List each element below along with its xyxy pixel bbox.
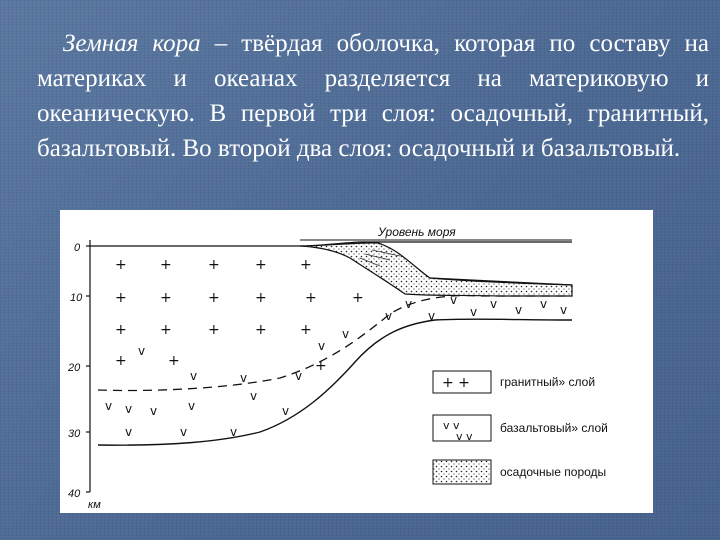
svg-text:+: + (160, 322, 172, 338)
sedimentary-layer (300, 243, 572, 296)
svg-text:v v: v v (456, 430, 473, 443)
depth-tick-10: 10 (70, 292, 83, 304)
svg-text:v: v (250, 389, 258, 403)
svg-text:v: v (560, 303, 568, 317)
svg-text:+: + (300, 257, 312, 273)
svg-text:+: + (160, 290, 172, 306)
depth-tick-40: 40 (68, 488, 81, 500)
svg-text:v: v (428, 309, 436, 323)
svg-text:v: v (230, 425, 238, 439)
legend-granite-symbol: + + (442, 375, 470, 391)
svg-text:v: v (540, 297, 548, 311)
svg-text:v: v (470, 305, 478, 319)
svg-text:+: + (115, 290, 127, 306)
svg-text:+: + (115, 257, 127, 273)
svg-text:v: v (405, 297, 413, 311)
legend-basalt-label: базальтовый» слой (500, 421, 608, 435)
svg-text:v: v (180, 425, 188, 439)
granite-symbols (115, 257, 364, 374)
depth-tick-0: 0 (74, 242, 81, 254)
svg-text:v: v (125, 402, 133, 416)
svg-text:+: + (168, 353, 180, 369)
svg-text:v: v (150, 404, 158, 418)
svg-text:+: + (208, 290, 220, 306)
svg-text:v: v (138, 344, 146, 358)
legend-granite-label: гранитный» слой (500, 375, 596, 389)
svg-text:+: + (208, 322, 220, 338)
slide-paragraph (37, 26, 709, 166)
svg-text:+: + (160, 257, 172, 273)
crust-diagram (60, 210, 653, 513)
svg-text:v: v (515, 303, 523, 317)
svg-text:v: v (490, 297, 498, 311)
svg-text:v: v (190, 369, 198, 383)
svg-text:+: + (315, 358, 327, 374)
legend-basalt-symbol: v v (443, 419, 460, 432)
term-earth-crust: Земная кора (63, 30, 201, 57)
svg-text:v: v (188, 399, 196, 413)
definition-text: – твёрдая оболочка, которая по составу на материках и океанах разделяется на материковую и океаническую. В первой три слоя: осадочный, гранитный, базальтовый. Во второй два слоя: осадочный и базальтовый. (37, 30, 709, 162)
svg-text:+: + (255, 257, 267, 273)
svg-text:v: v (318, 339, 326, 353)
svg-text:v: v (385, 309, 393, 323)
depth-tick-20: 20 (68, 362, 81, 374)
svg-text:v: v (105, 399, 113, 413)
svg-text:v: v (342, 327, 350, 341)
svg-text:+: + (255, 290, 267, 306)
crust-cross-section-figure (60, 210, 653, 513)
svg-text:+: + (115, 353, 127, 369)
svg-text:+: + (255, 322, 267, 338)
legend (433, 371, 608, 484)
svg-text:v: v (240, 371, 248, 385)
depth-tick-30: 30 (68, 428, 81, 440)
sea-level-label: Уровень моря (378, 225, 456, 239)
svg-text:v: v (282, 404, 290, 418)
svg-text:+: + (208, 257, 220, 273)
svg-text:+: + (305, 290, 317, 306)
svg-text:+: + (115, 322, 127, 338)
svg-text:+: + (300, 322, 312, 338)
svg-text:v: v (450, 293, 458, 307)
svg-text:v: v (125, 425, 133, 439)
depth-unit-label: км (88, 499, 101, 511)
legend-swatch-sediment (433, 460, 491, 484)
svg-text:+: + (352, 290, 364, 306)
svg-text:v: v (295, 369, 303, 383)
legend-sediment-label: осадочные породы (500, 465, 607, 479)
